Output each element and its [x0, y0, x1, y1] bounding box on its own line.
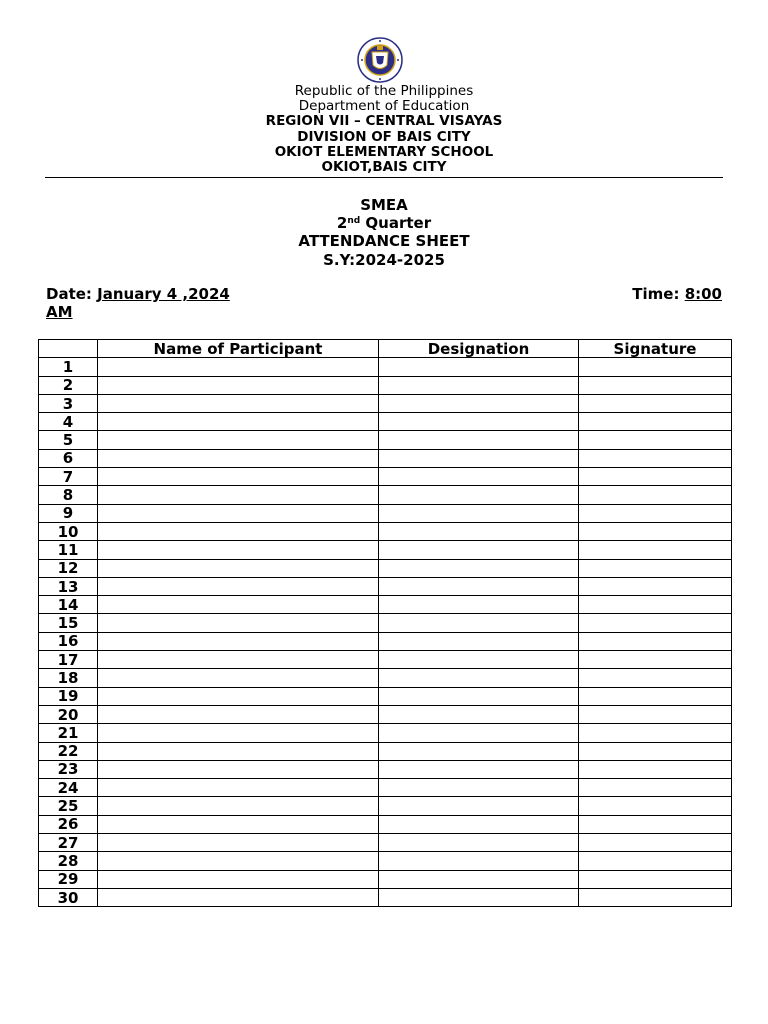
row-number: 2 — [39, 376, 98, 394]
sheet-title: ATTENDANCE SHEET — [298, 232, 470, 251]
signature-cell[interactable] — [579, 486, 732, 504]
designation-cell[interactable] — [379, 522, 579, 540]
designation-cell[interactable] — [379, 797, 579, 815]
designation-cell[interactable] — [379, 651, 579, 669]
designation-cell[interactable] — [379, 888, 579, 906]
row-number: 8 — [39, 486, 98, 504]
department-line: Department of Education — [298, 98, 470, 115]
row-number: 21 — [39, 724, 98, 742]
date-label: Date: — [46, 285, 98, 303]
program-title: SMEA — [360, 196, 408, 214]
signature-cell[interactable] — [579, 687, 732, 705]
table-row — [39, 870, 732, 888]
name-cell[interactable] — [98, 779, 379, 797]
name-column-header: Name of Participant — [98, 340, 379, 358]
row-number: 14 — [39, 596, 98, 614]
signature-cell[interactable] — [579, 413, 732, 431]
designation-cell[interactable] — [379, 870, 579, 888]
table-row — [39, 852, 732, 870]
signature-cell[interactable] — [579, 577, 732, 595]
signature-cell[interactable] — [579, 852, 732, 870]
signature-cell[interactable] — [579, 760, 732, 778]
table-row — [39, 358, 732, 376]
designation-cell[interactable] — [379, 779, 579, 797]
row-number: 27 — [39, 834, 98, 852]
table-row — [39, 724, 732, 742]
designation-cell[interactable] — [379, 541, 579, 559]
designation-cell[interactable] — [379, 358, 579, 376]
designation-cell[interactable] — [379, 760, 579, 778]
designation-cell[interactable] — [379, 504, 579, 522]
row-number: 22 — [39, 742, 98, 760]
row-number: 9 — [39, 504, 98, 522]
designation-cell[interactable] — [379, 394, 579, 412]
name-cell[interactable] — [98, 742, 379, 760]
designation-cell[interactable] — [379, 559, 579, 577]
quarter-label: Quarter — [360, 214, 432, 233]
designation-cell[interactable] — [379, 468, 579, 486]
signature-cell[interactable] — [579, 596, 732, 614]
designation-cell[interactable] — [379, 687, 579, 705]
table-row — [39, 486, 732, 504]
row-number: 26 — [39, 815, 98, 833]
row-number: 28 — [39, 852, 98, 870]
signature-cell[interactable] — [579, 888, 732, 906]
name-cell[interactable] — [98, 705, 379, 723]
designation-cell[interactable] — [379, 577, 579, 595]
row-number: 4 — [39, 413, 98, 431]
name-cell[interactable] — [98, 834, 379, 852]
table-row — [39, 376, 732, 394]
table-row — [39, 632, 732, 650]
name-cell[interactable] — [98, 577, 379, 595]
row-number: 29 — [39, 870, 98, 888]
table-row — [39, 888, 732, 906]
name-cell[interactable] — [98, 614, 379, 632]
name-cell[interactable] — [98, 358, 379, 376]
signature-cell[interactable] — [579, 358, 732, 376]
row-number: 16 — [39, 632, 98, 650]
table-row — [39, 779, 732, 797]
table-row — [39, 797, 732, 815]
quarter-title — [0, 214, 768, 232]
name-cell[interactable] — [98, 394, 379, 412]
school-year: S.Y:2024-2025 — [323, 250, 445, 269]
signature-cell[interactable] — [579, 815, 732, 833]
row-number: 13 — [39, 577, 98, 595]
table-row — [39, 577, 732, 595]
row-number: 30 — [39, 888, 98, 906]
name-cell[interactable] — [98, 852, 379, 870]
designation-cell[interactable] — [379, 632, 579, 650]
name-cell[interactable] — [98, 541, 379, 559]
document-titles — [0, 196, 768, 269]
time-value: 8:00 — [684, 285, 722, 303]
name-cell[interactable] — [98, 596, 379, 614]
name-cell[interactable] — [98, 669, 379, 687]
table-header-row — [39, 340, 732, 358]
table-row — [39, 431, 732, 449]
name-cell[interactable] — [98, 431, 379, 449]
row-number: 3 — [39, 394, 98, 412]
name-cell[interactable] — [98, 724, 379, 742]
designation-cell[interactable] — [379, 705, 579, 723]
region-line: REGION VII – CENTRAL VISAYAS — [265, 113, 503, 130]
table-row — [39, 394, 732, 412]
attendance-table — [38, 339, 732, 907]
signature-cell[interactable] — [579, 394, 732, 412]
signature-cell[interactable] — [579, 449, 732, 467]
signature-cell[interactable] — [579, 614, 732, 632]
table-row — [39, 742, 732, 760]
name-cell[interactable] — [98, 449, 379, 467]
quarter-number: 2 — [336, 214, 348, 233]
signature-cell[interactable] — [579, 779, 732, 797]
name-cell[interactable] — [98, 522, 379, 540]
name-cell[interactable] — [98, 504, 379, 522]
row-number: 23 — [39, 760, 98, 778]
signature-cell[interactable] — [579, 705, 732, 723]
table-row — [39, 760, 732, 778]
signature-column-header: Signature — [579, 340, 732, 358]
designation-cell[interactable] — [379, 834, 579, 852]
table-row — [39, 614, 732, 632]
name-cell[interactable] — [98, 486, 379, 504]
name-cell[interactable] — [98, 468, 379, 486]
designation-cell[interactable] — [379, 413, 579, 431]
country-line: Republic of the Philippines — [294, 83, 474, 99]
signature-cell[interactable] — [579, 504, 732, 522]
table-row — [39, 815, 732, 833]
table-row — [39, 834, 732, 852]
deped-seal-icon — [350, 36, 410, 84]
designation-cell[interactable] — [379, 815, 579, 833]
designation-cell[interactable] — [379, 596, 579, 614]
designation-cell[interactable] — [379, 614, 579, 632]
name-cell[interactable] — [98, 376, 379, 394]
row-number: 11 — [39, 541, 98, 559]
signature-cell[interactable] — [579, 651, 732, 669]
designation-cell[interactable] — [379, 852, 579, 870]
row-number: 25 — [39, 797, 98, 815]
designation-cell[interactable] — [379, 376, 579, 394]
designation-cell[interactable] — [379, 486, 579, 504]
row-number: 20 — [39, 705, 98, 723]
date-value: January 4 ,2024 — [97, 285, 230, 303]
designation-cell[interactable] — [379, 431, 579, 449]
row-number: 7 — [39, 468, 98, 486]
table-row — [39, 522, 732, 540]
number-column-header — [39, 340, 98, 358]
table-row — [39, 559, 732, 577]
signature-cell[interactable] — [579, 376, 732, 394]
signature-cell[interactable] — [579, 541, 732, 559]
header-divider — [45, 177, 723, 178]
signature-cell[interactable] — [579, 870, 732, 888]
letterhead — [0, 84, 768, 175]
name-cell[interactable] — [98, 815, 379, 833]
name-cell[interactable] — [98, 413, 379, 431]
row-number: 15 — [39, 614, 98, 632]
row-number: 5 — [39, 431, 98, 449]
name-cell[interactable] — [98, 559, 379, 577]
time-label: Time: — [632, 285, 685, 303]
row-number: 19 — [39, 687, 98, 705]
quarter-suffix: nd — [347, 216, 361, 227]
name-cell[interactable] — [98, 797, 379, 815]
signature-cell[interactable] — [579, 522, 732, 540]
table-row — [39, 687, 732, 705]
table-row — [39, 669, 732, 687]
signature-cell[interactable] — [579, 632, 732, 650]
signature-cell[interactable] — [579, 742, 732, 760]
table-row — [39, 705, 732, 723]
table-row — [39, 504, 732, 522]
name-cell[interactable] — [98, 651, 379, 669]
signature-cell[interactable] — [579, 724, 732, 742]
designation-cell[interactable] — [379, 724, 579, 742]
designation-cell[interactable] — [379, 449, 579, 467]
row-number: 1 — [39, 358, 98, 376]
table-row — [39, 449, 732, 467]
signature-cell[interactable] — [579, 431, 732, 449]
name-cell[interactable] — [98, 632, 379, 650]
attendance-rows — [39, 358, 732, 907]
table-row — [39, 541, 732, 559]
table-row — [39, 651, 732, 669]
row-number: 18 — [39, 669, 98, 687]
designation-cell[interactable] — [379, 669, 579, 687]
signature-cell[interactable] — [579, 468, 732, 486]
designation-cell[interactable] — [379, 742, 579, 760]
name-cell[interactable] — [98, 888, 379, 906]
table-row — [39, 413, 732, 431]
signature-cell[interactable] — [579, 834, 732, 852]
table-row — [39, 468, 732, 486]
row-number: 6 — [39, 449, 98, 467]
row-number: 12 — [39, 559, 98, 577]
signature-cell[interactable] — [579, 797, 732, 815]
designation-column-header: Designation — [379, 340, 579, 358]
address-line: OKIOT,BAIS CITY — [321, 159, 447, 176]
signature-cell[interactable] — [579, 559, 732, 577]
time-ampm: AM — [46, 303, 73, 321]
row-number: 24 — [39, 779, 98, 797]
division-line: DIVISION OF BAIS CITY — [297, 128, 471, 145]
name-cell[interactable] — [98, 687, 379, 705]
time-field — [632, 285, 722, 303]
date-field — [46, 285, 230, 303]
row-number: 10 — [39, 522, 98, 540]
row-number: 17 — [39, 651, 98, 669]
name-cell[interactable] — [98, 760, 379, 778]
name-cell[interactable] — [98, 870, 379, 888]
school-line: OKIOT ELEMENTARY SCHOOL — [274, 143, 494, 160]
signature-cell[interactable] — [579, 669, 732, 687]
table-row — [39, 596, 732, 614]
